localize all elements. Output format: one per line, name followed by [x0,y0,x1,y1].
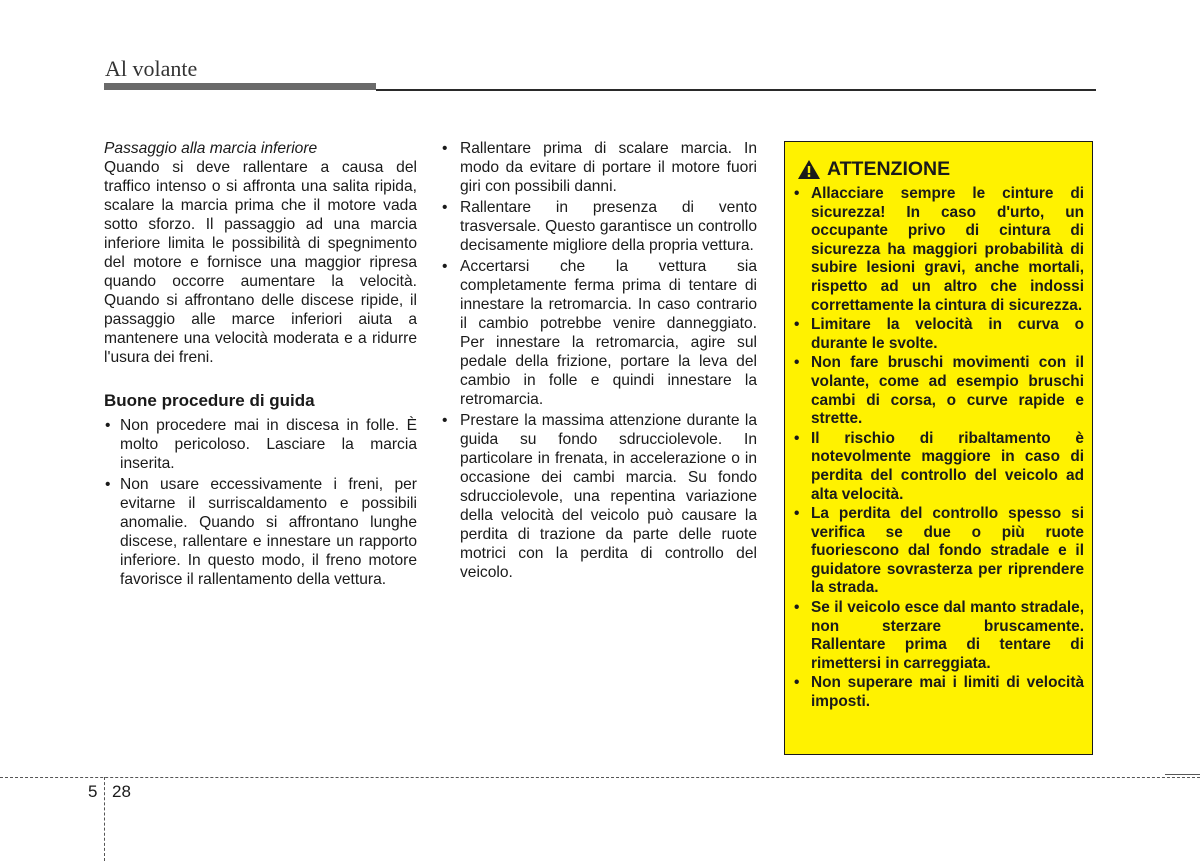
warning-title: ATTENZIONE [827,158,951,180]
paragraph-downshift: Quando si deve rallentare a causa del traffico intenso o si affronta una salita ripida, scalare la marcia prima che il motore vada sotto sforzo. Il passaggio ad una marcia inferiore limita le possibilità di spegnimento del motore e fornisce una maggior ripresa quando occorre aumentare la velocità. Quando si affrontano delle discese ripide, il passaggio alle marce inferiori aiuta a mantenere una velocità moderata e a ridurre l'usura dei freni. [104,159,417,366]
header-rule-thick [104,83,376,90]
list-item: • Non usare eccessivamente i freni, per evitarne il surriscaldamento e possibili anomalie. Quando si affrontano lunghe discese, rallentare e innestare un rapporto inferiore. In questo modo, il freno motore favorisce il rallentamento della vettura. [104,475,417,589]
warning-item: • Se il veicolo esce dal manto stradale, non sterzare bruscamente. Rallentare prima di tentare di rimettersi in carreggiata. [793,599,1084,673]
warning-item: • La perdita del controllo spesso si verifica se due o più ruote fuoriescono dal fondo stradale e il guidatore sovrasterza per riprendere la strada. [793,505,1084,598]
page-number: 28 [112,782,131,801]
list-item: • Rallentare in presenza di vento trasversale. Questo garantisce un controllo decisamente migliore della propria vettura. [441,198,757,255]
footer-dashed-rule [0,777,1200,778]
footer-vertical-rule [104,777,105,861]
column-left [104,139,417,591]
subheading-downshift: Passaggio alla marcia inferiore [104,140,318,157]
list-item: • Rallentare prima di scalare marcia. In modo da evitare di portare il motore fuori giri con possibili danni. [441,139,757,196]
list-item: • Non procedere mai in discesa in folle. È molto pericoloso. Lasciare la marcia inserita. [104,416,417,473]
section-number: 5 [88,782,98,801]
warning-triangle-icon [797,159,821,180]
warning-item: • Non superare mai i limiti di velocità imposti. [793,674,1084,711]
list-item: • Prestare la massima attenzione durante la guida su fondo sdrucciolevole. In particolare in frenata, in accelerazione o in occasione dei cambi marcia. Su fondo sdrucciolevole, una repentina variazione della velocità del veicolo può causare la perdita di trazione da parte delle ruote motrici con la perdita di controllo del veicolo. [441,411,757,582]
page-title: Al volante [105,56,198,81]
list-item: • Accertarsi che la vettura sia completamente ferma prima di tentare di innestare la retromarcia. In caso contrario il cambio potrebbe venire danneggiato. Per innestare la retromarcia, agire sul pedale della frizione, portare la leva del cambio in folle e quindi innestare la retromarcia. [441,257,757,409]
warning-header [797,158,1084,181]
bullet-list-good-driving [104,416,417,589]
footer-rule-right [1165,774,1200,775]
section-heading-good-driving: Buone procedure di guida [104,391,315,410]
warning-item: • Il rischio di ribaltamento è notevolmente maggiore in caso di perdita del controllo del veicolo ad alta velocità. [793,430,1084,504]
warning-item: • Non fare bruschi movimenti con il volante, come ad esempio bruschi cambi di corsa, o curve rapide e strette. [793,354,1084,428]
column-middle [441,139,757,584]
warning-item: • Allacciare sempre le cinture di sicurezza! In caso d'urto, un occupante privo di cintura di sicurezza ha maggiori probabilità di subire lesioni gravi, anche mortali, rispetto ad un altro che indossi correttamente la cintura di sicurezza. [793,185,1084,315]
bullet-list-tips [441,139,757,582]
header-rule-thin [376,89,1096,91]
warning-box [784,141,1093,755]
warning-bullet-list [793,185,1084,712]
warning-item: • Limitare la velocità in curva o durante le svolte. [793,316,1084,353]
